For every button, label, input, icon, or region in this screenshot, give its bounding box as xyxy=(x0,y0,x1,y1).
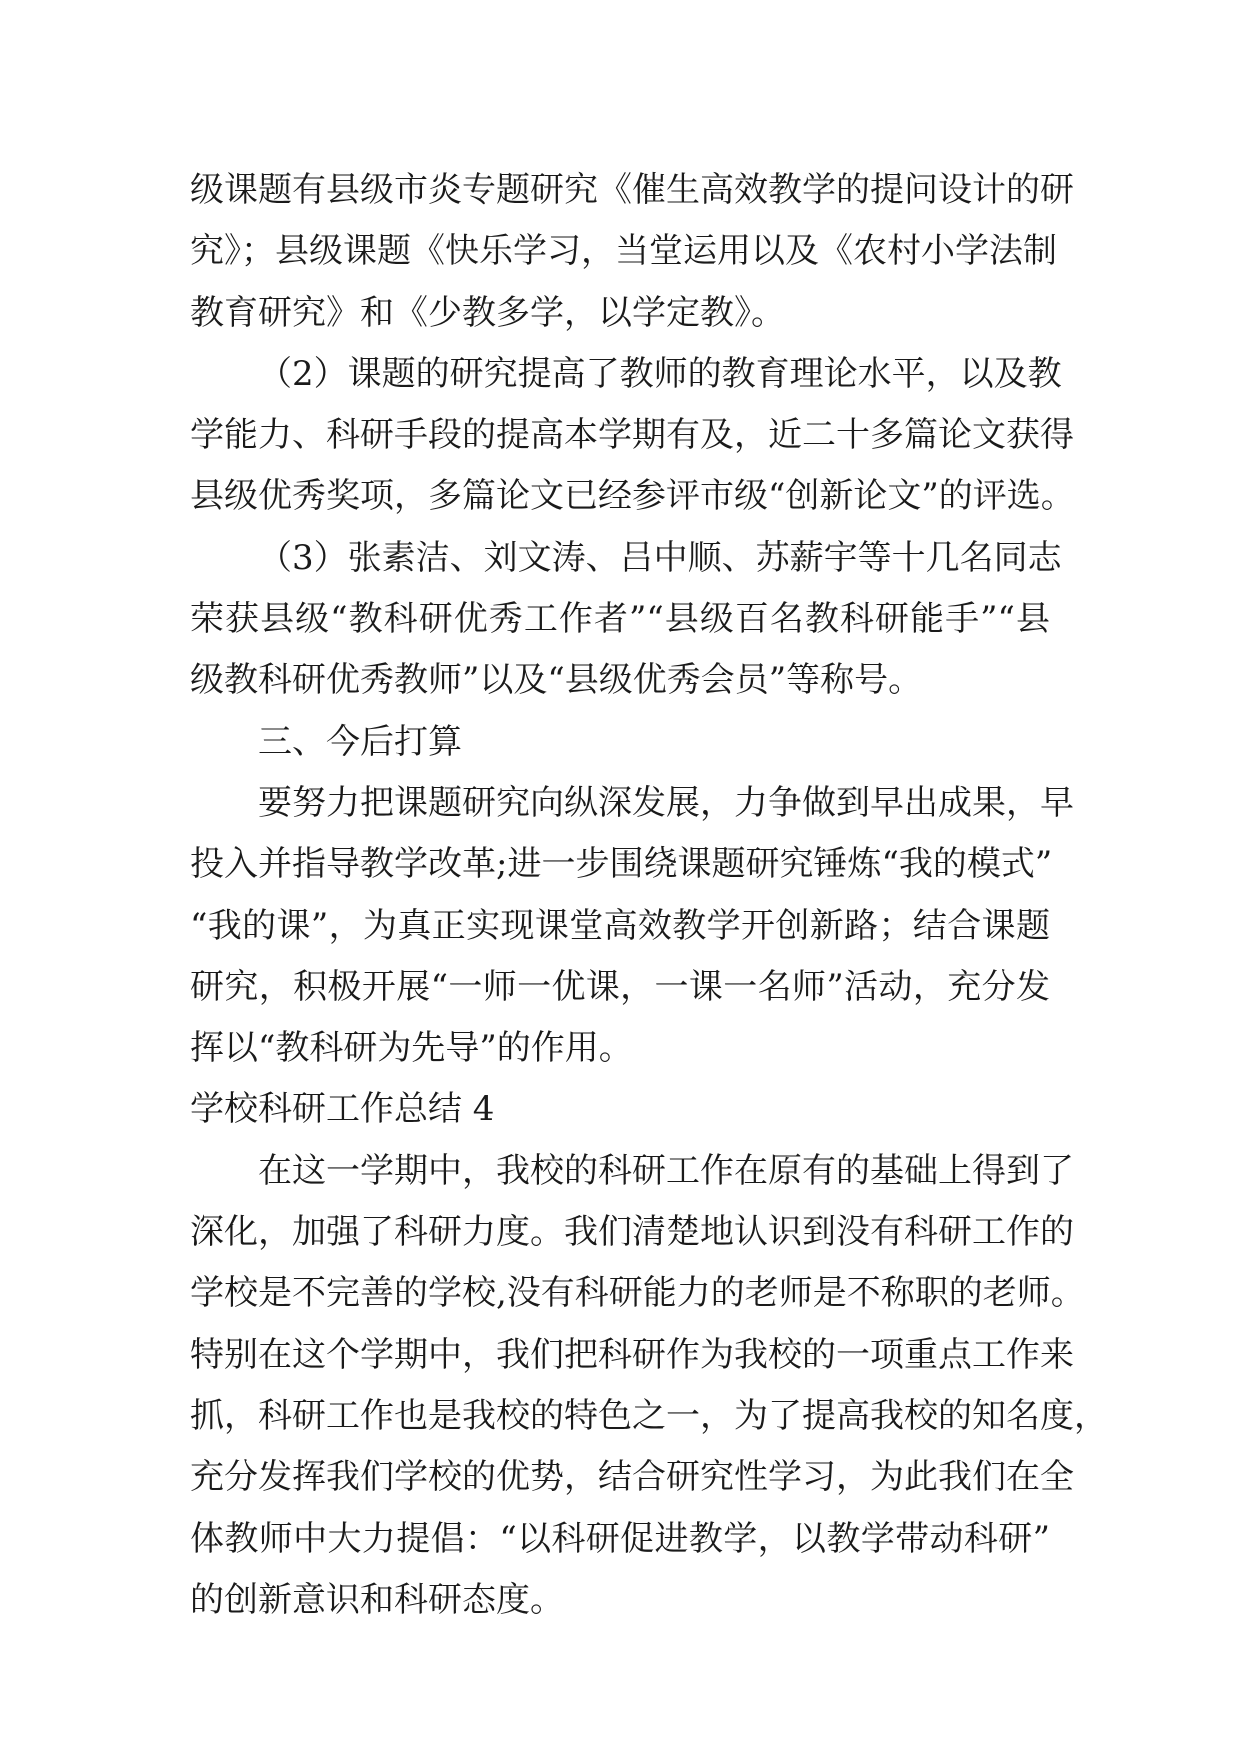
text-line: 县级优秀奖项，多篇论文已经参评市级“创新论文”的评选。 xyxy=(190,476,1075,517)
paragraph-summary-4 xyxy=(190,1141,1108,1631)
text-line: 荣获县级“教科研优秀工作者”“县级百名教科研能手”“县 xyxy=(190,599,1050,640)
text-line: “我的课”，为真正实现课堂高效教学开创新路；结合课题 xyxy=(190,905,1050,946)
text-line: 挥以“教科研为先导”的作用。 xyxy=(190,1028,633,1069)
text-line: 在这一学期中，我校的科研工作在原有的基础上得到了 xyxy=(258,1150,1074,1191)
text-line: 体教师中大力提倡：“以科研促进教学，以教学带动科研” xyxy=(190,1518,1050,1559)
text-line: 充分发挥我们学校的优势，结合研究性学习，为此我们在全 xyxy=(190,1457,1074,1498)
text-line: 深化，加强了科研力度。我们清楚地认识到没有科研工作的 xyxy=(190,1212,1074,1253)
text-line: 研究，积极开展“一师一优课，一课一名师”活动，充分发 xyxy=(190,966,1050,1007)
text-line: 特别在这个学期中，我们把科研作为我校的一项重点工作来 xyxy=(190,1334,1074,1375)
text-line: 投入并指导教学改革;进一步围绕课题研究锤炼“我的模式” xyxy=(190,844,1053,885)
text-line: 究》；县级课题《快乐学习，当堂运用以及《农村小学法制 xyxy=(190,231,1057,272)
document-section-title xyxy=(190,1079,1050,1140)
section-heading-future-plan xyxy=(190,712,1050,773)
text-line: （2）课题的研究提高了教师的教育理论水平，以及教 xyxy=(258,353,1062,394)
section-title: 学校科研工作总结 4 xyxy=(190,1089,495,1130)
text-line: 学能力、科研手段的提高本学期有及，近二十多篇论文获得 xyxy=(190,415,1074,456)
paragraph-item-3 xyxy=(190,528,1062,712)
paragraph-future-plan xyxy=(190,773,1074,1079)
text-line: 抓，科研工作也是我校的特色之一，为了提高我校的知名度， xyxy=(190,1395,1108,1436)
document-body xyxy=(190,160,1108,1631)
text-line: （3）张素洁、刘文涛、吕中顺、苏薪宇等十几名同志 xyxy=(258,537,1062,578)
text-line: 级课题有县级市炎专题研究《催生高效教学的提问设计的研 xyxy=(190,170,1074,210)
paragraph-item-2 xyxy=(190,344,1075,528)
text-line: 级教科研优秀教师”以及“县级优秀会员”等称号。 xyxy=(190,660,923,701)
paragraph-project-list xyxy=(190,160,1074,344)
text-line: 要努力把课题研究向纵深发展，力争做到早出成果，早 xyxy=(258,782,1074,823)
text-line: 的创新意识和科研态度。 xyxy=(190,1579,564,1620)
section-heading: 三、今后打算 xyxy=(258,721,462,762)
text-line: 教育研究》和《少教多学，以学定教》。 xyxy=(190,292,785,333)
text-line: 学校是不完善的学校,没有科研能力的老师是不称职的老师。 xyxy=(190,1273,1085,1314)
